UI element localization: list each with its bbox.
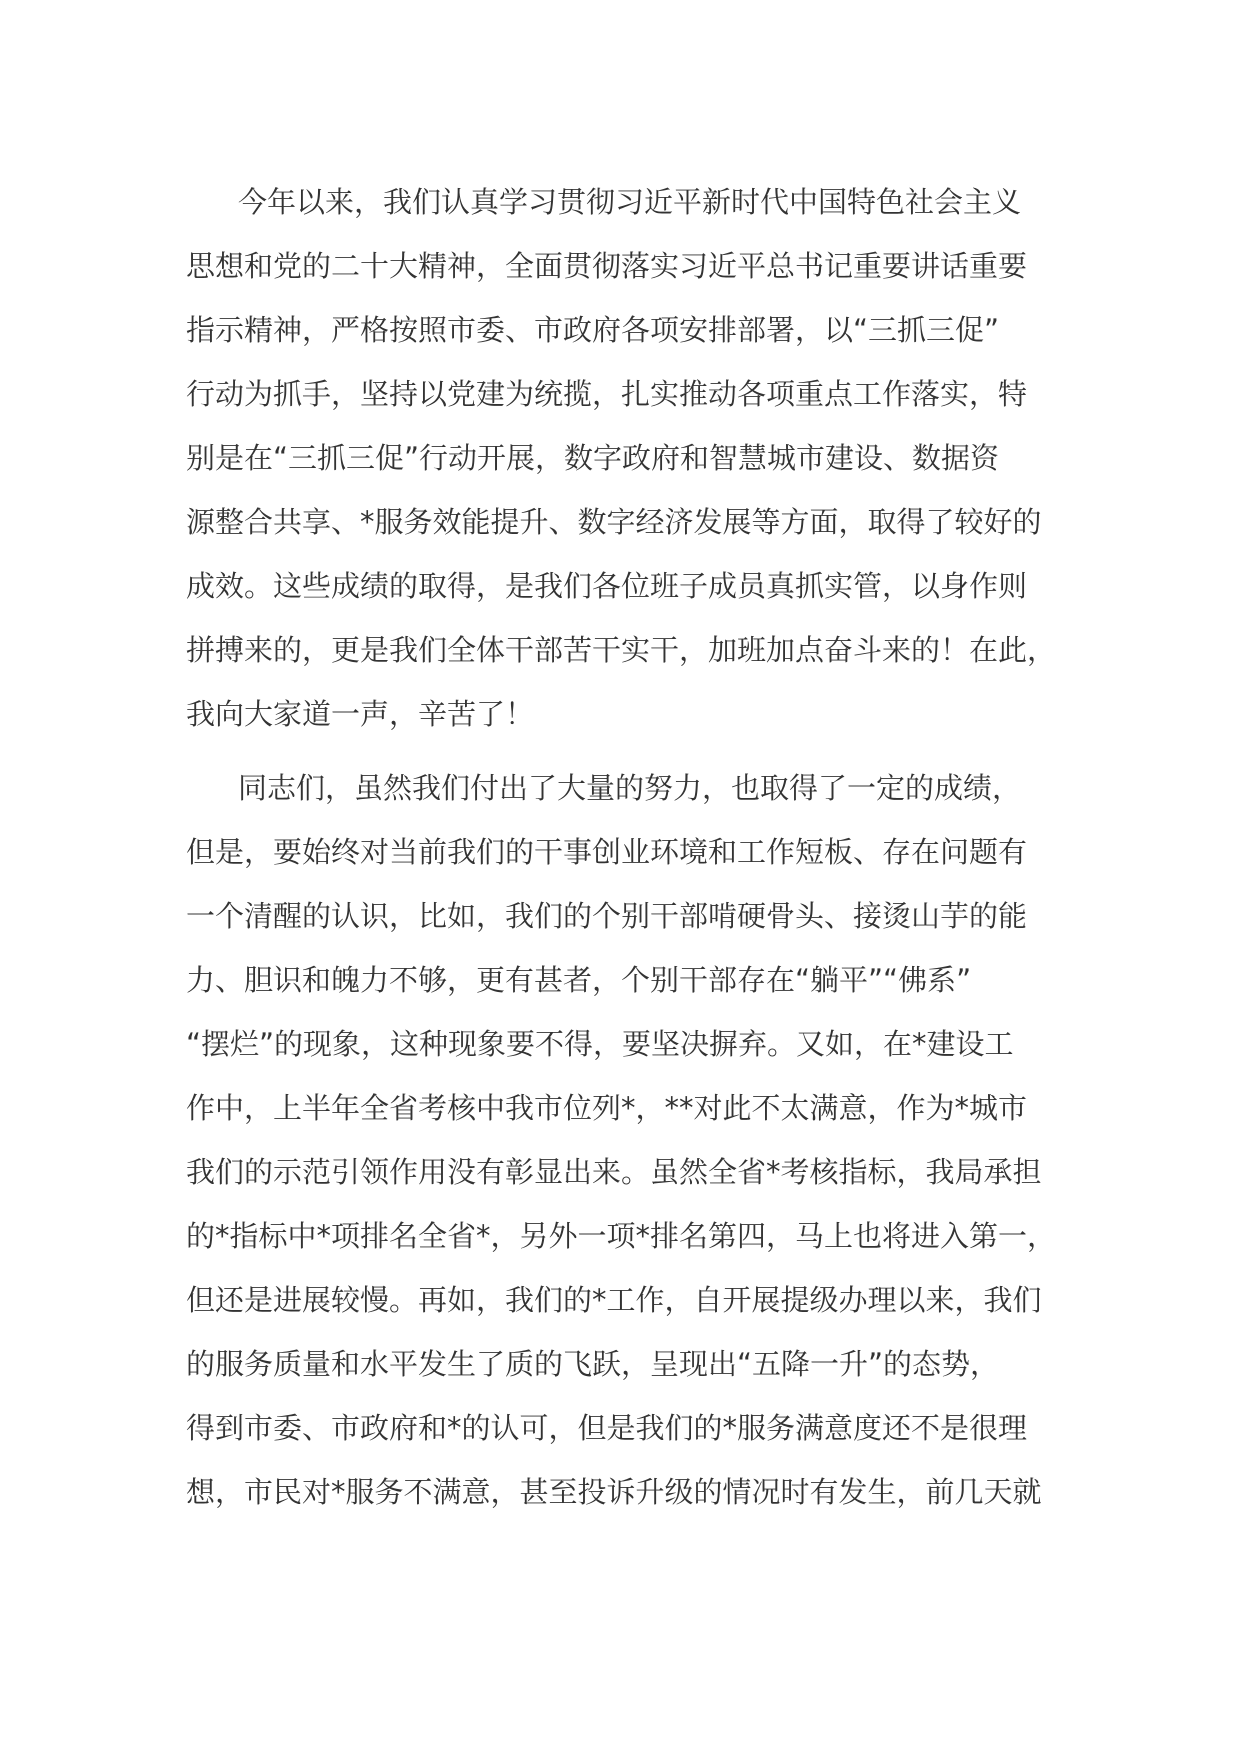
text-line: 别是在“三抓三促”行动开展，数字政府和智慧城市建设、数据资	[186, 441, 1000, 475]
text-line: 但还是进展较慢。再如，我们的*工作，自开展提级办理以来，我们	[186, 1283, 1042, 1317]
text-line: 我向大家道一声，辛苦了！	[186, 697, 535, 731]
paragraph-1	[186, 170, 1066, 746]
text-line: “摆烂”的现象，这种现象要不得，要坚决摒弃。又如，在*建设工	[186, 1027, 1014, 1061]
text-line: 的*指标中*项排名全省*，另外一项*排名第四，马上也将进入第一，	[186, 1219, 1057, 1253]
text-line: 一个清醒的认识，比如，我们的个别干部啃硬骨头、接烫山芋的能	[186, 899, 1028, 933]
body-text	[186, 170, 1066, 1524]
text-line: 今年以来，我们认真学习贯彻习近平新时代中国特色社会主义	[238, 185, 1022, 219]
text-line: 力、胆识和魄力不够，更有甚者，个别干部存在“躺平”“佛系”	[186, 963, 972, 997]
paragraph-2	[186, 756, 1066, 1524]
text-line: 源整合共享、*服务效能提升、数字经济发展等方面，取得了较好的	[186, 505, 1042, 539]
text-line: 拼搏来的，更是我们全体干部苦干实干，加班加点奋斗来的！在此，	[186, 633, 1057, 667]
text-line: 我们的示范引领作用没有彰显出来。虽然全省*考核指标，我局承担	[186, 1155, 1042, 1189]
text-line: 同志们，虽然我们付出了大量的努力，也取得了一定的成绩，	[238, 771, 1022, 805]
text-line: 得到市委、市政府和*的认可，但是我们的*服务满意度还不是很理	[186, 1411, 1028, 1445]
text-line: 成效。这些成绩的取得，是我们各位班子成员真抓实管，以身作则	[186, 569, 1028, 603]
text-line: 但是，要始终对当前我们的干事创业环境和工作短板、存在问题有	[186, 835, 1028, 869]
text-line: 指示精神，严格按照市委、市政府各项安排部署，以“三抓三促”	[186, 313, 1000, 347]
text-line: 的服务质量和水平发生了质的飞跃，呈现出“五降一升”的态势，	[186, 1347, 1000, 1381]
text-line: 思想和党的二十大精神，全面贯彻落实习近平总书记重要讲话重要	[186, 249, 1028, 283]
text-line: 想，市民对*服务不满意，甚至投诉升级的情况时有发生，前几天就	[186, 1475, 1042, 1509]
text-line: 行动为抓手，坚持以党建为统揽，扎实推动各项重点工作落实，特	[186, 377, 1028, 411]
text-line: 作中，上半年全省考核中我市位列*，**对此不太满意，作为*城市	[186, 1091, 1028, 1125]
paragraph-spacer	[186, 746, 1066, 756]
